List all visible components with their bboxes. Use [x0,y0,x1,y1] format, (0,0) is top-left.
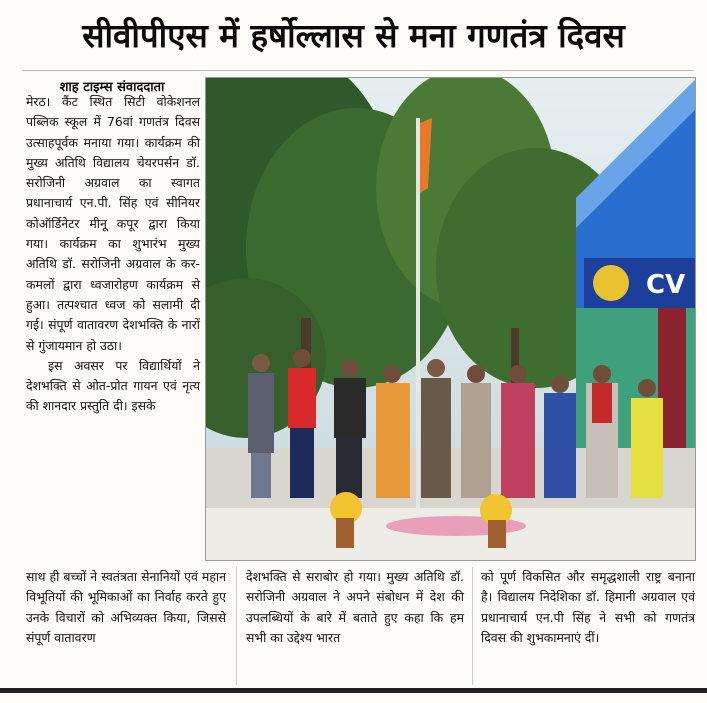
column-divider [472,567,473,685]
article-bottom-column-2: देशभक्ति से सराबोर हो गया। मुख्य अतिथि डॉ. सरोजिनी अग्रवाल ने अपने संबोधन में देश की उपलब्धियों के बारे में बताते हुए कहा कि हम सभी का उद्देश्य भारत [246,569,464,645]
article-bottom-column-3: को पूर्ण विकसित और समृद्धशाली राष्ट्र बनाना है। विद्यालय निदेशिका डॉ. हिमानी अग्रवाल एवं प्रधानाचार्य एन.पी सिंह ने सभी को गणतंत्र दिवस की शुभकामनाएं दीं। [481,569,695,645]
article-bottom-column-1: साथ ही बच्चों ने स्वतंत्रता सेनानियों एवं महान विभूतियों की भूमिकाओं का निर्वाह करते हुए उनके विचारों को अभिव्यक्त किया, जिससे संपूर्ण वातावरण [26,569,226,645]
banner-text: CV [646,270,686,300]
byline: शाह टाइम्स संवाददाता [59,80,165,95]
article-paragraph-1: मेरठ। कैंट स्थित सिटी वोकेशनल पब्लिक स्कूल में 76वां गणतंत्र दिवस उत्साहपूर्वक मनाया गया। कार्यक्रम की मुख्य अतिथि विद्यालय चेयरपर्सन डॉ. सरोजिनी अग्रवाल का स्वागत प्रधानाचार्य एन.पी. सिंह एवं सीनियर कोऑर्डिनेटर मीनू कपूर द्वारा किया गया। कार्यक्रम का शुभारंभ मुख्य अतिथि डॉ. सरोजिनी अग्रवाल के कर-कमलों द्वारा ध्वजारोहण कार्यक्रम से हुआ। तत्पश्चात ध्वज को सलामी दी गई। संपूर्ण वातावरण देशभक्ति के नारों से गुंजायमान हो उठा। [26,94,200,353]
article-left-column [26,92,200,417]
bottom-rule [0,688,707,693]
article-paragraph-2: इस अवसर पर विद्यार्थियों ने देशभक्ति से ओत-प्रोत गायन एवं नृत्य की शानदार प्रस्तुति दी। इसके [26,357,200,414]
flag-hoisting-photo [206,78,696,561]
headline: सीवीपीएस में हर्षोल्लास से मना गणतंत्र दिवस [82,16,625,55]
headline-rule [22,70,694,71]
column-divider [236,567,237,685]
event-photo [205,77,696,561]
